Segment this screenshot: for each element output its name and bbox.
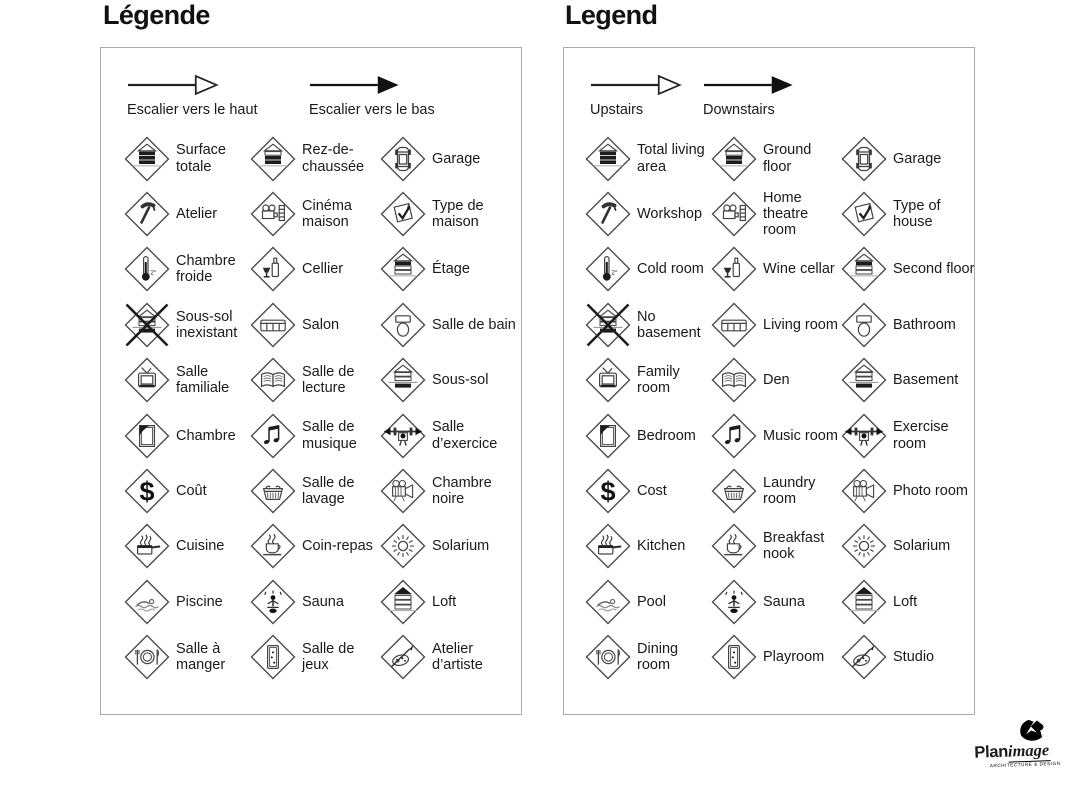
basement-icon xyxy=(840,356,888,404)
legend-item-label: Loft xyxy=(893,593,918,610)
legend-item-label: Workshop xyxy=(637,205,703,222)
breakfast-nook-icon xyxy=(249,522,297,570)
breakfast-nook-icon xyxy=(710,522,758,570)
legend-item-label: Wine cellar xyxy=(763,261,835,278)
bedroom-icon xyxy=(584,412,632,460)
studio-icon xyxy=(840,633,888,681)
legend-item-label: Atelier d’artiste xyxy=(432,640,483,674)
legend-item-label: Bedroom xyxy=(637,427,696,444)
stair-arrows-row xyxy=(127,74,521,118)
stair-arrow-label: Escalier vers le bas xyxy=(309,102,435,118)
legend-item-label: Type of house xyxy=(893,197,941,231)
second-floor-icon xyxy=(840,245,888,293)
legend-item-label: Garage xyxy=(432,150,481,167)
legend-item-label: Salle à manger xyxy=(176,640,226,674)
dining-room-icon xyxy=(123,633,171,681)
family-room-icon xyxy=(123,356,171,404)
legend-item-label: Bathroom xyxy=(893,316,956,333)
legend-item-label: Sous-sol xyxy=(432,372,489,389)
legend-item-label: Family room xyxy=(637,364,680,397)
wine-cellar-icon xyxy=(710,245,758,293)
legend-item-label: Music room xyxy=(763,427,838,444)
loft-icon xyxy=(840,578,888,626)
legend-item-label: Cellier xyxy=(302,261,344,278)
home-theatre-icon xyxy=(710,190,758,238)
legend-item-label: Photo room xyxy=(893,482,968,499)
legend-item-label: No basement xyxy=(637,308,701,341)
stair-arrow-item xyxy=(127,74,309,118)
logo-brand-bold: Plan xyxy=(974,742,1009,762)
legend-item-label: Cold room xyxy=(637,261,704,278)
legend-item-label: Basement xyxy=(893,372,959,389)
den-icon xyxy=(249,356,297,404)
legend-item-label: Loft xyxy=(432,593,457,610)
arrow-outline-icon xyxy=(590,74,682,96)
legend-panel-en xyxy=(563,47,975,715)
legend-item-label: Pool xyxy=(637,593,667,610)
workshop-icon xyxy=(123,190,171,238)
stair-arrow-label: Downstairs xyxy=(703,102,775,118)
bathroom-icon xyxy=(379,301,427,349)
no-basement-icon xyxy=(584,301,632,349)
cold-room-icon xyxy=(584,245,632,293)
legend-panel-fr xyxy=(100,47,522,715)
total-living-area-icon xyxy=(584,135,632,183)
legend-item-label: Sauna xyxy=(763,593,805,610)
legend-item-label: Living room xyxy=(763,316,838,333)
bedroom-icon xyxy=(123,412,171,460)
legend-item-label: Salon xyxy=(302,316,340,333)
legend-item-label: Salle de jeux xyxy=(302,640,355,674)
home-theatre-icon xyxy=(249,190,297,238)
music-room-icon xyxy=(710,412,758,460)
basement-icon xyxy=(379,356,427,404)
family-room-icon xyxy=(584,356,632,404)
stair-arrows-row xyxy=(590,74,974,118)
legend-item-label: Home theatre room xyxy=(763,189,809,239)
legend-item-label: Chambre xyxy=(176,427,236,444)
workshop-icon xyxy=(584,190,632,238)
legend-item-label: Coût xyxy=(176,482,207,499)
legend-item-label: Salle familiale xyxy=(176,364,230,397)
music-room-icon xyxy=(249,412,297,460)
legend-grid xyxy=(584,131,974,685)
cost-icon xyxy=(123,467,171,515)
living-room-icon xyxy=(710,301,758,349)
garage-icon xyxy=(379,135,427,183)
legend-item-label: Dining room xyxy=(637,640,679,674)
legend-item-label: Den xyxy=(763,372,790,389)
stair-arrow-item xyxy=(590,74,703,118)
kitchen-icon xyxy=(584,522,632,570)
logo-brand-italic: image xyxy=(1007,740,1050,761)
legend-item-label: Sauna xyxy=(302,593,344,610)
kitchen-icon xyxy=(123,522,171,570)
pool-icon xyxy=(584,578,632,626)
logo-tagline: ARCHITECTURE & DESIGN xyxy=(989,760,1061,768)
legend-item-label: Kitchen xyxy=(637,538,686,555)
stair-arrow-item xyxy=(703,74,816,118)
no-basement-icon xyxy=(123,301,171,349)
photo-room-icon xyxy=(379,467,427,515)
legend-item-label: Ground floor xyxy=(763,142,812,175)
solarium-icon xyxy=(379,522,427,570)
pool-icon xyxy=(123,578,171,626)
cost-icon xyxy=(584,467,632,515)
legend-item-label: Studio xyxy=(893,649,935,666)
arrow-filled-icon xyxy=(309,74,401,96)
solarium-icon xyxy=(840,522,888,570)
legend-item-label: Solarium xyxy=(432,538,490,555)
legend-item-label: Breakfast nook xyxy=(763,530,825,563)
legend-item-label: Type de maison xyxy=(432,197,484,231)
legend-title-fr: Légende xyxy=(103,0,210,30)
legend-item-label: Total living area xyxy=(637,142,705,175)
legend-item-label: Chambre froide xyxy=(176,253,236,286)
cold-room-icon xyxy=(123,245,171,293)
legend-item-label: Laundry room xyxy=(763,474,816,508)
legend-item-label: Rez-de-chaussée xyxy=(302,142,365,175)
second-floor-icon xyxy=(379,245,427,293)
planimage-logo-text xyxy=(974,741,1077,761)
stair-arrow-item xyxy=(309,74,491,118)
total-living-area-icon xyxy=(123,135,171,183)
legend-item-label: Surface totale xyxy=(176,142,226,175)
legend-item-label: Playroom xyxy=(763,649,825,666)
ground-floor-icon xyxy=(249,135,297,183)
playroom-icon xyxy=(710,633,758,681)
legend-item-label: Exercise room xyxy=(893,419,949,452)
legend-item-label: Cinéma maison xyxy=(302,197,352,231)
exercise-room-icon xyxy=(840,412,888,460)
exercise-room-icon xyxy=(379,412,427,460)
playroom-icon xyxy=(249,633,297,681)
legend-grid xyxy=(123,131,521,685)
legend-item-label: Salle d’exercice xyxy=(432,419,498,452)
laundry-room-icon xyxy=(249,467,297,515)
wine-cellar-icon xyxy=(249,245,297,293)
legend-item-label: Piscine xyxy=(176,593,223,610)
garage-icon xyxy=(840,135,888,183)
sauna-icon xyxy=(249,578,297,626)
ground-floor-icon xyxy=(710,135,758,183)
legend-item-label: Second floor xyxy=(893,261,975,278)
legend-item-label: Cuisine xyxy=(176,538,225,555)
photo-room-icon xyxy=(840,467,888,515)
legend-item-label: Salle de bain xyxy=(432,316,516,333)
living-room-icon xyxy=(249,301,297,349)
type-of-house-icon xyxy=(379,190,427,238)
legend-item-label: Salle de lavage xyxy=(302,474,355,508)
sauna-icon xyxy=(710,578,758,626)
laundry-room-icon xyxy=(710,467,758,515)
loft-icon xyxy=(379,578,427,626)
legend-item-label: Salle de lecture xyxy=(302,364,355,397)
arrow-outline-icon xyxy=(127,74,219,96)
legend-item-label: Étage xyxy=(432,261,470,278)
legend-item-label: Solarium xyxy=(893,538,951,555)
legend-item-label: Coin-repas xyxy=(302,538,373,555)
legend-item-label: Garage xyxy=(893,150,942,167)
dining-room-icon xyxy=(584,633,632,681)
legend-item-label: Atelier xyxy=(176,205,218,222)
stair-arrow-label: Upstairs xyxy=(590,102,644,118)
legend-item-label: Chambre noire xyxy=(432,474,492,508)
legend-item-label: Cost xyxy=(637,482,667,499)
stair-arrow-label: Escalier vers le haut xyxy=(127,102,258,118)
studio-icon xyxy=(379,633,427,681)
type-of-house-icon xyxy=(840,190,888,238)
bathroom-icon xyxy=(840,301,888,349)
planimage-logo xyxy=(973,716,1077,768)
den-icon xyxy=(710,356,758,404)
arrow-filled-icon xyxy=(703,74,795,96)
legend-item-label: Salle de musique xyxy=(302,419,357,452)
legend-title-en: Legend xyxy=(565,0,658,30)
legend-item-label: Sous-sol inexistant xyxy=(176,308,238,341)
